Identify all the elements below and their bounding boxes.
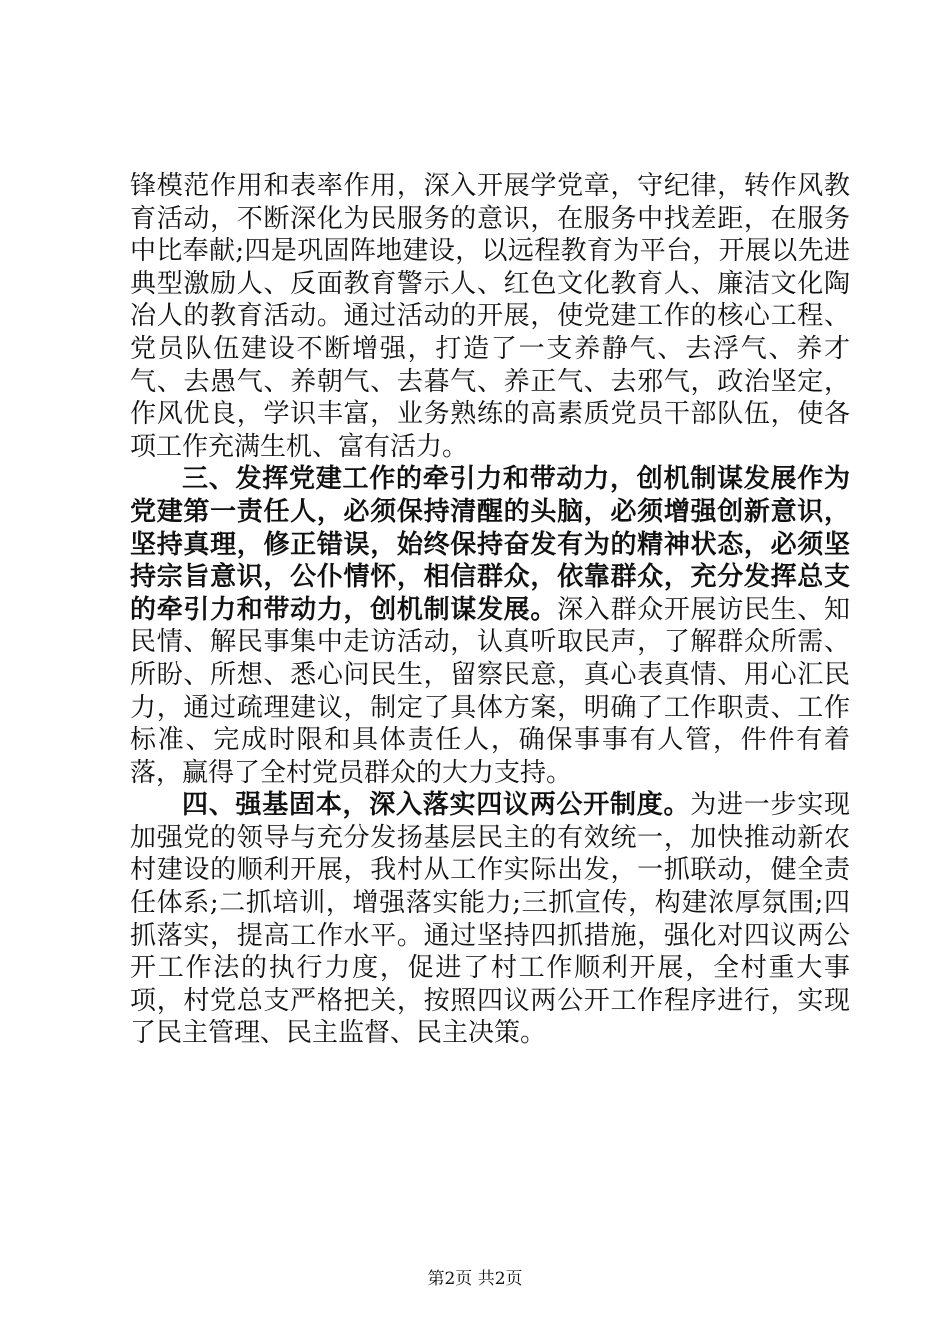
paragraph-text: 为进一步实现加强党的领导与充分发扬基层民主的有效统一，加快推动新农村建设的顺利开展，我村从工作实际出发，一抓联动，健全责任体系;二抓培训，增强落实能力;三抓宣传，构建浓厚氛围;四抓落实，提高工作水平。通过坚持四抓措施，强化对四议两公开工作法的执行力度，促进了村工作顺利开展，全村重大事项，村党总支严格把关，按照四议两公开工作程序进行，实现了民主管理、民主监督、民主决策。	[130, 790, 850, 1049]
paragraph-section-three	[130, 463, 850, 789]
paragraph-continuation	[130, 170, 850, 463]
section-heading: 四、强基固本，深入落实四议两公开制度。	[182, 790, 691, 821]
document-body	[130, 170, 850, 1050]
paragraph-section-four	[130, 789, 850, 1050]
paragraph-text: 锋模范作用和表率作用，深入开展学党章，守纪律，转作风教育活动，不断深化为民服务的意识，在服务中找差距，在服务中比奉献;四是巩固阵地建设，以远程教育为平台，开展以先进典型激励人、反面教育警示人、红色文化教育人、廉洁文化陶冶人的教育活动。通过活动的开展，使党建工作的核心工程、党员队伍建设不断增强，打造了一支养静气、去浮气、养才气、去愚气、养朝气、去暮气、养正气、去邪气，政治坚定，作风优良，学识丰富，业务熟练的高素质党员干部队伍，使各项工作充满生机、富有活力。	[130, 171, 850, 462]
page-footer	[0, 1268, 950, 1290]
paragraph-text: 深入群众开展访民生、知民情、解民事集中走访活动，认真听取民声，了解群众所需、所盼、所想、悉心问民生，留察民意，真心表真情、用心汇民力，通过疏理建议，制定了具体方案，明确了工作职责、工作标准、完成时限和具体责任人，确保事事有人管，件件有着落，赢得了全村党员群众的大力支持。	[130, 594, 850, 788]
page-number-label: 第2页 共2页	[427, 1269, 523, 1289]
section-heading: 三、发挥党建工作的牵引力和带动力，创机制谋发展作为党建第一责任人，必须保持清醒的头脑，必须增强创新意识，坚持真理，修正错误，始终保持奋发有为的精神状态，必须坚持宗旨意识，公仆情怀，相信群众，依靠群众，充分发挥总支的牵引力和带动力，创机制谋发展。	[130, 464, 850, 625]
